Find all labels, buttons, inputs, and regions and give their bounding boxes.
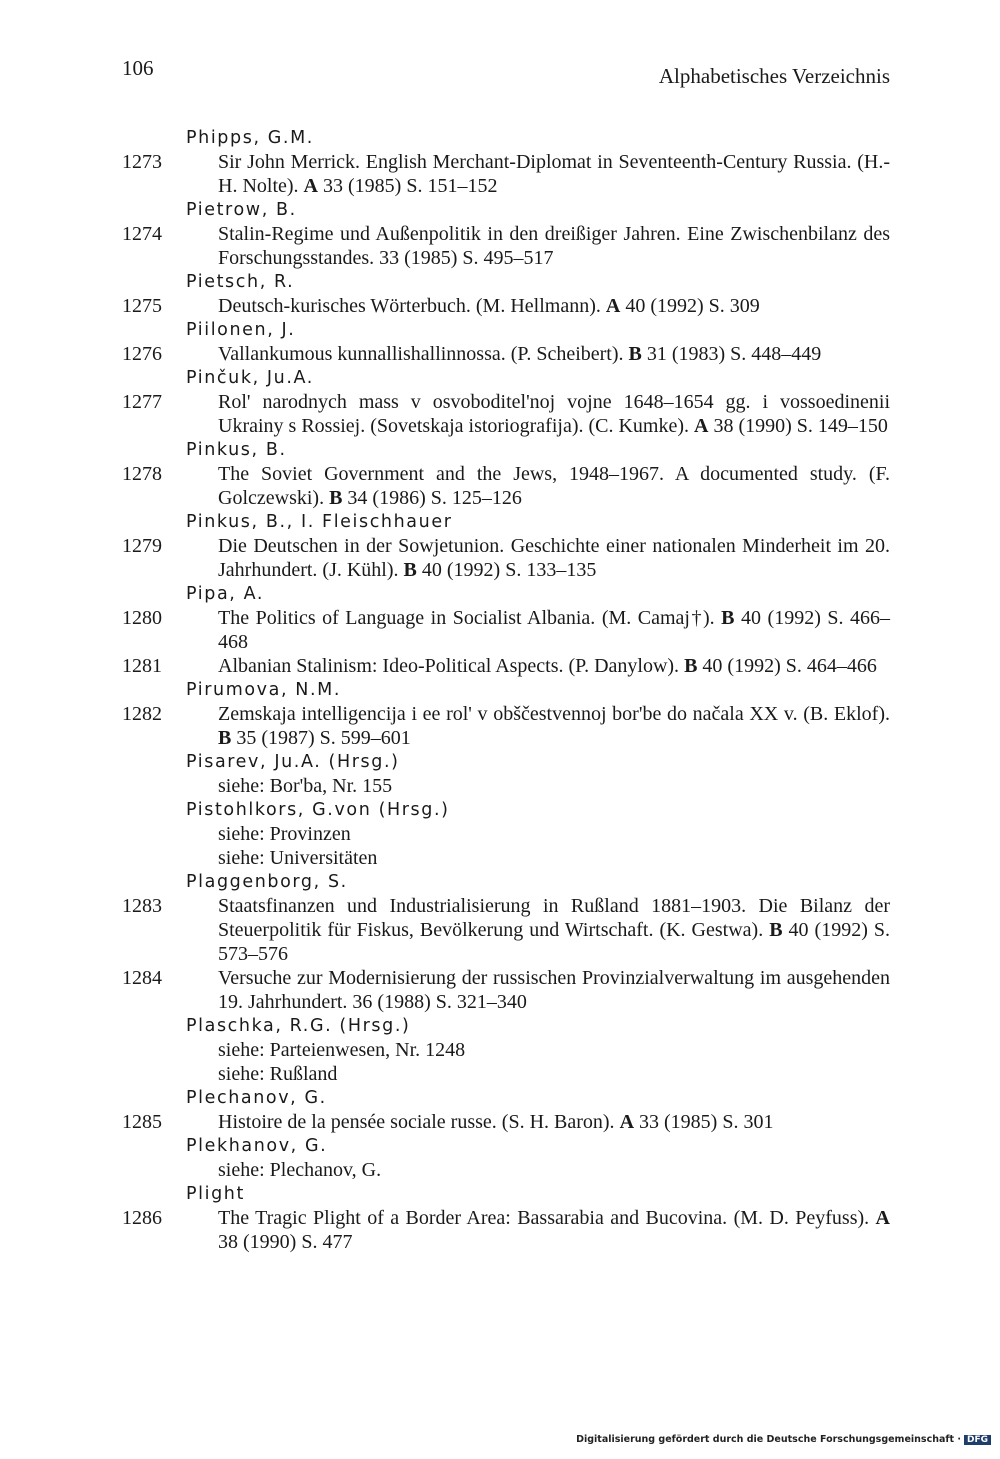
entry-number: 1282 (122, 703, 162, 725)
entry-text: Versuche zur Modernisierung der russischen Provinzialverwaltung im ausgehenden 19. Jahrhundert. 36 (1988) S. 321–340 (218, 967, 890, 1013)
entry-text: The Tragic Plight of a Border Area: Bassarabia and Bucovina. (M. D. Peyfuss). A 38 (1990) S. 477 (218, 1207, 890, 1253)
cross-reference: siehe: Plechanov, G. (218, 1159, 382, 1181)
cross-reference: siehe: Universitäten (218, 847, 378, 869)
entry-text: The Soviet Government and the Jews, 1948–1967. A documented study. (F. Golczewski). B 34 (1986) S. 125–126 (218, 463, 890, 509)
entry-item (122, 1110, 890, 1134)
entry-number: 1276 (122, 343, 162, 365)
entry-author: Pipa, A. (186, 584, 265, 604)
entry-author: Plight (186, 1184, 245, 1204)
entry-author: Pietsch, R. (186, 272, 295, 292)
entry-item (122, 342, 890, 366)
digitization-credit (576, 1434, 991, 1445)
entry-number: 1277 (122, 391, 162, 413)
entry-text: Albanian Stalinism: Ideo-Political Aspects. (P. Danylow). B 40 (1992) S. 464–466 (218, 655, 877, 677)
entry-author: Phipps, G.M. (186, 128, 314, 148)
entry-author: Plechanov, G. (186, 1088, 327, 1108)
index-entry (122, 582, 890, 678)
entry-number: 1274 (122, 223, 162, 245)
entry-number: 1283 (122, 895, 162, 917)
entry-text: Stalin-Regime und Außenpolitik in den dreißiger Jahren. Eine Zwischenbilanz des Forschungsstandes. 33 (1985) S. 495–517 (218, 223, 890, 269)
entry-number: 1279 (122, 535, 162, 557)
entry-item (122, 462, 890, 510)
index-entry (122, 198, 890, 270)
entry-text: Die Deutschen in der Sowjetunion. Geschichte einer nationalen Minderheit im 20. Jahrhundert. (J. Kühl). B 40 (1992) S. 133–135 (218, 535, 890, 581)
entry-item (122, 894, 890, 966)
entry-author: Pietrow, B. (186, 200, 297, 220)
entry-text: The Politics of Language in Socialist Albania. (M. Camaj†). B 40 (1992) S. 466–468 (218, 607, 890, 653)
entry-number: 1286 (122, 1207, 162, 1229)
entry-author: Plekhanov, G. (186, 1136, 328, 1156)
entry-item (122, 654, 890, 678)
entry-item (122, 390, 890, 438)
index-entry (122, 438, 890, 510)
entry-text: Rol' narodnych mass v osvoboditel'noj vojne 1648–1654 gg. i vossoedinenii Ukrainy s Rossiej. (Sovetskaja istoriografija). (C. Kumke). A 38 (1990) S. 149–150 (218, 391, 890, 437)
entry-item (122, 150, 890, 198)
entry-text: Sir John Merrick. English Merchant-Diplomat in Seventeenth-Century Russia. (H.-H. Nolte). A 33 (1985) S. 151–152 (218, 151, 890, 197)
entry-text: Staatsfinanzen und Industrialisierung in Rußland 1881–1903. Die Bilanz der Steuerpolitik für Fiskus, Bevölkerung und Wirtschaft. (K. Gestwa). B 40 (1992) S. 573–576 (218, 895, 890, 965)
cross-reference: siehe: Bor'ba, Nr. 155 (218, 775, 393, 797)
entry-number: 1273 (122, 151, 162, 173)
index-entry (122, 750, 890, 798)
entry-number: 1275 (122, 295, 162, 317)
entry-author: Plaggenborg, S. (186, 872, 348, 892)
entry-author: Pisarev, Ju.A. (Hrsg.) (186, 752, 400, 772)
entry-text: Deutsch-kurisches Wörterbuch. (M. Hellmann). A 40 (1992) S. 309 (218, 295, 760, 317)
entry-number: 1284 (122, 967, 162, 989)
index-entry (122, 366, 890, 438)
entry-item (122, 222, 890, 270)
index-entry (122, 126, 890, 198)
entry-author: Pirumova, N.M. (186, 680, 341, 700)
entry-item (122, 1206, 890, 1254)
index-entry (122, 1014, 890, 1086)
running-title: Alphabetisches Verzeichnis (658, 64, 890, 88)
entry-number: 1281 (122, 655, 162, 677)
index-entry (122, 1086, 890, 1134)
index-entry (122, 678, 890, 750)
entry-item (122, 534, 890, 582)
entry-number: 1278 (122, 463, 162, 485)
entry-author: Piilonen, J. (186, 320, 296, 340)
page-header (122, 56, 890, 86)
index-entry (122, 270, 890, 318)
index-entry (122, 870, 890, 1014)
cross-reference: siehe: Rußland (218, 1063, 338, 1085)
entry-number: 1280 (122, 607, 162, 629)
entry-text: Histoire de la pensée sociale russe. (S. H. Baron). A 33 (1985) S. 301 (218, 1111, 774, 1133)
index-entry (122, 798, 890, 870)
index-entry (122, 1134, 890, 1182)
entry-text: Vallankumous kunnallishallinnossa. (P. Scheibert). B 31 (1983) S. 448–449 (218, 343, 822, 365)
index-list (122, 126, 890, 1254)
entry-author: Plaschka, R.G. (Hrsg.) (186, 1016, 411, 1036)
entry-author: Pistohlkors, G.von (Hrsg.) (186, 800, 450, 820)
entry-author: Pinčuk, Ju.A. (186, 368, 314, 388)
entry-item (122, 294, 890, 318)
index-entry (122, 510, 890, 582)
entry-text: Zemskaja intelligencija i ee rol' v obščestvennoj bor'be do načala XX v. (B. Eklof). B 35 (1987) S. 599–601 (218, 703, 890, 749)
cross-reference: siehe: Parteienwesen, Nr. 1248 (218, 1039, 466, 1061)
index-entry (122, 1182, 890, 1254)
dfg-logo: DFG (964, 1435, 991, 1445)
entry-author: Pinkus, B., I. Fleischhauer (186, 512, 453, 532)
entry-item (122, 966, 890, 1014)
index-entry (122, 318, 890, 366)
cross-reference: siehe: Provinzen (218, 823, 351, 845)
entry-item (122, 606, 890, 654)
credit-text: Digitalisierung gefördert durch die Deutsche Forschungsgemeinschaft · (576, 1434, 961, 1445)
entry-author: Pinkus, B. (186, 440, 287, 460)
entry-number: 1285 (122, 1111, 162, 1133)
entry-item (122, 702, 890, 750)
page-number: 106 (122, 56, 154, 80)
